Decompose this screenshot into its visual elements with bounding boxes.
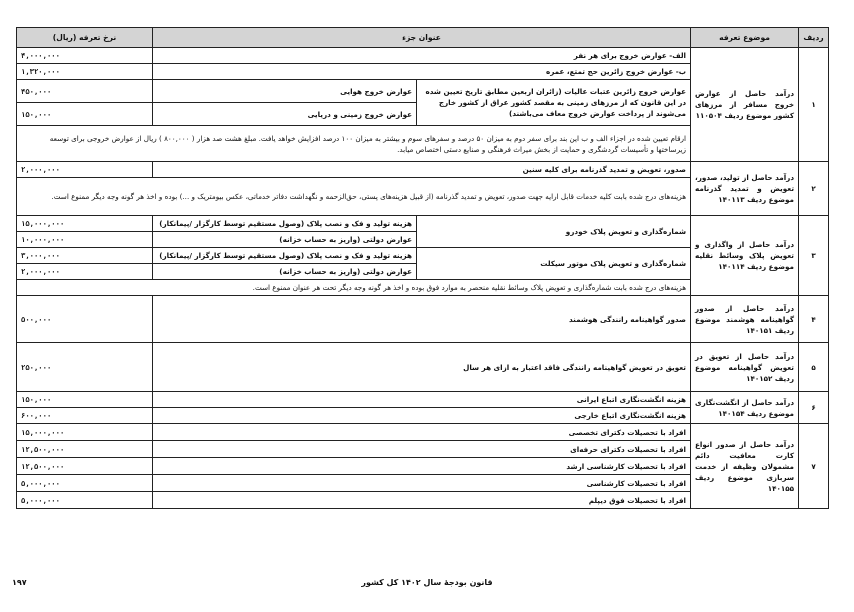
tariff-subject: درآمد حاصل از صدور انواع کارت معافیت دائم مشمولان وظیفه از خدمت سربازی موضوع ردیف ۱۴۰۱۵۵	[691, 424, 799, 509]
item-label: شماره‌گذاری و تعویض پلاک خودرو	[417, 216, 691, 248]
item-label: صدور گواهینامه رانندگی هوشمند	[153, 296, 691, 343]
row-number: ۴	[799, 296, 829, 343]
table-row	[17, 392, 829, 408]
rate-value: ۱۰,۰۰۰,۰۰۰	[17, 232, 153, 248]
table-row	[17, 296, 829, 343]
section-note: هزینه‌های درج شده بابت شماره‌گذاری و تعویض پلاک وسائط نقلیه منحصر به موارد فوق بوده و اخذ هر گونه وجه دیگر تحت هر عنوان ممنوع است.	[17, 280, 691, 296]
section-note: هزینه‌های درج شده بابت کلیه خدمات قابل ارایه جهت صدور، تعویض و تمدید گذرنامه (از قبیل هزینه‌های پستی، حق‌الزحمه و نگهداشت دفاتر خدماتی، عکس بیومتریک و ...) بوده و اخذ هر گونه وجه دیگر ممنوع است.	[17, 178, 691, 216]
row-number: ۵	[799, 343, 829, 392]
footer-title: قانون بودجهٔ سال ۱۴۰۲ کل کشور	[361, 578, 493, 587]
row-number: ۶	[799, 392, 829, 424]
header-row-no: ردیف	[799, 28, 829, 48]
tariff-table	[16, 27, 829, 509]
sub-item-label: هزینه تولید و فک و نصب پلاک (وصول مستقیم توسط کارگزار /پیمانکار)	[153, 248, 417, 264]
rate-value: ۱۵۰,۰۰۰	[17, 103, 153, 126]
item-label: افراد با تحصیلات کارشناسی ارشد	[153, 458, 691, 475]
table-row	[17, 216, 829, 232]
header-row	[17, 28, 829, 48]
section-note: ارقام تعیین شده در اجزاء الف و ب این بند برای سفر دوم به میزان ۵۰ درصد و سفرهای سوم و بیشتر به میزان ۱۰۰ درصد افزایش خواهد یافت. مبلغ هشت صد هزار ( ۸۰۰,۰۰۰ ) ریال از عوارض خروجی برای توسعه زیرساختها و تأسیسات گردشگری و حمایت از بخش میراث فرهنگی و صنایع دستی اختصاص میابد.	[17, 126, 691, 162]
rate-value: ۱۵۰,۰۰۰	[17, 392, 153, 408]
tariff-subject: درآمد حاصل از صدور گواهینامه هوشمند موضوع ردیف ۱۴۰۱۵۱	[691, 296, 799, 343]
item-label: شماره‌گذاری و تعویض پلاک موتور سیکلت	[417, 248, 691, 280]
tariff-subject: درآمد حاصل از انگشت‌نگاری موضوع ردیف ۱۴۰۱۵۴	[691, 392, 799, 424]
table-row	[17, 48, 829, 64]
sub-item-label: عوارض خروج هوایی	[153, 80, 417, 103]
item-label: عوارض خروج زائرین عتبات عالیات (زائران اربعین مطابق تاریخ تعیین شده در این قانون که از مرزهای زمینی به مقصد کشور عراق از کشور خارج می‌شوند از پرداخت عوارض خروج معاف می‌باشند)	[417, 80, 691, 126]
row-number: ۲	[799, 162, 829, 216]
rate-value: ۶۰۰,۰۰۰	[17, 408, 153, 424]
rate-value: ۲,۰۰۰,۰۰۰	[17, 264, 153, 280]
tariff-subject: درآمد حاصل از تعویق در تعویض گواهینامه موضوع ردیف ۱۴۰۱۵۲	[691, 343, 799, 392]
item-label: ب- عوارض خروج زائرین حج تمتع، عمره	[153, 64, 691, 80]
item-label: الف- عوارض خروج برای هر نفر	[153, 48, 691, 64]
item-label: افراد با تحصیلات کارشناسی	[153, 475, 691, 492]
header-subject: موضوع تعرفه	[691, 28, 799, 48]
rate-value: ۱۲,۵۰۰,۰۰۰	[17, 458, 153, 475]
rate-value: ۵,۰۰۰,۰۰۰	[17, 475, 153, 492]
rate-value: ۲,۰۰۰,۰۰۰	[17, 162, 153, 178]
rate-value: ۵۰۰,۰۰۰	[17, 296, 153, 343]
sub-item-label: عوارض خروج زمینی و دریایی	[153, 103, 417, 126]
header-item: عنوان جزء	[153, 28, 691, 48]
item-label: افراد با تحصیلات دکترای حرفه‌ای	[153, 441, 691, 458]
rate-value: ۲۵۰,۰۰۰	[17, 343, 153, 392]
tariff-subject: درآمد حاصل از واگذاری و تعویض پلاک وسائط نقلیه موضوع ردیف ۱۴۰۱۱۴	[691, 216, 799, 296]
tariff-page	[16, 27, 828, 509]
rate-value: ۱۵,۰۰۰,۰۰۰	[17, 424, 153, 441]
table-row	[17, 162, 829, 178]
tariff-subject: درآمد حاصل از عوارض خروج مسافر از مرزهای کشور موضوع ردیف ۱۱۰۵۰۴	[691, 48, 799, 162]
item-label: افراد با تحصیلات دکترای تخصصی	[153, 424, 691, 441]
row-number: ۷	[799, 424, 829, 509]
item-label: تعویق در تعویض گواهینامه رانندگی فاقد اعتبار به ازای هر سال	[153, 343, 691, 392]
rate-value: ۱,۳۲۰,۰۰۰	[17, 64, 153, 80]
page-number: ۱۹۷	[12, 578, 27, 587]
item-label: صدور، تعویض و تمدید گذرنامه برای کلیه سنین	[153, 162, 691, 178]
rate-value: ۵,۰۰۰,۰۰۰	[17, 492, 153, 509]
page-footer	[0, 578, 854, 592]
item-label: افراد با تحصیلات فوق دیپلم	[153, 492, 691, 509]
header-rate: نرخ تعرفه (ریال)	[17, 28, 153, 48]
row-number: ۱	[799, 48, 829, 162]
row-number: ۳	[799, 216, 829, 296]
rate-value: ۱۵,۰۰۰,۰۰۰	[17, 216, 153, 232]
rate-value: ۴۵۰,۰۰۰	[17, 80, 153, 103]
table-row	[17, 343, 829, 392]
rate-value: ۴,۰۰۰,۰۰۰	[17, 48, 153, 64]
item-label: هزینه انگشت‌نگاری اتباع خارجی	[153, 408, 691, 424]
sub-item-label: عوارض دولتی (واریز به حساب خزانه)	[153, 264, 417, 280]
sub-item-label: هزینه تولید و فک و نصب پلاک (وصول مستقیم توسط کارگزار /پیمانکار)	[153, 216, 417, 232]
rate-value: ۱۲,۵۰۰,۰۰۰	[17, 441, 153, 458]
sub-item-label: عوارض دولتی (واریز به حساب خزانه)	[153, 232, 417, 248]
table-row	[17, 424, 829, 441]
item-label: هزینه انگشت‌نگاری اتباع ایرانی	[153, 392, 691, 408]
rate-value: ۳,۰۰۰,۰۰۰	[17, 248, 153, 264]
tariff-subject: درآمد حاصل از تولید، صدور، تعویض و تمدید گذرنامه موضوع ردیف ۱۴۰۱۱۳	[691, 162, 799, 216]
